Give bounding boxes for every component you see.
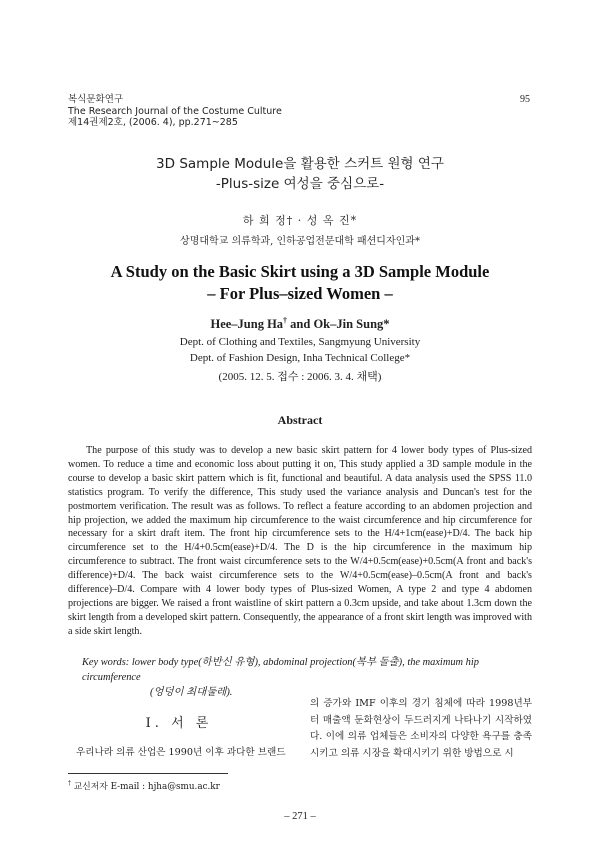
footnote — [68, 779, 220, 792]
keywords — [82, 655, 532, 700]
journal-header — [68, 94, 282, 129]
keywords-line1: Key words: lower body type(하반신 유형), abdominal projection(복부 돌출), the maximum hip circumference — [82, 657, 479, 683]
body-text-left: 우리나라 의류 산업은 1990년 이후 과다한 브랜드 — [76, 747, 286, 758]
affiliation-en-1: Dept. of Clothing and Textiles, Sangmyung University — [179, 336, 421, 348]
footnote-divider — [68, 773, 228, 774]
title-en-line1: A Study on the Basic Skirt using a 3D Sample Module — [110, 262, 490, 281]
author-first: Hee–Jung Ha — [210, 317, 284, 332]
authors-en — [0, 316, 600, 332]
title-ko-line1: 3D Sample Module을 활용한 스커트 원형 연구 — [156, 156, 444, 172]
section-title: Ⅰ. 서 론 — [145, 716, 213, 731]
affiliation-ko: 상명대학교 의류학과, 인하공업전문대학 패션디자인과* — [180, 236, 420, 247]
affiliation-en-2: Dept. of Fashion Design, Inha Technical College* — [189, 352, 411, 364]
footnote-mark: † — [68, 780, 71, 788]
page-number-bottom: – 271 – — [284, 811, 316, 822]
title-ko-line2: -Plus-size 여성을 중심으로- — [215, 176, 385, 192]
title-en-line2: – For Plus–sized Women – — [207, 284, 393, 303]
abstract-text: The purpose of this study was to develop a new basic skirt pattern for 4 lower body types of Plus-sized women. To reduce a time and economic loss about putting it on, This study applied a 3D sample module in the course to develop a basic skirt pattern which is fit, functional and beautiful. A data analysis used the SPSS 11.0 statistics program. To verify the difference, This study used the variance analysis and Duncan's test for the postmortem verification. The result was as follows. To reflect a feature according to an abdomen projection and hip projection, we added the maximum hip circumference to the waist circumference and hip circumference for necessary for a skirt draft item. The front hip circumference sets to the H/4+1cm(ease)+D/4. The back hip circumference set to the H/4+0.5cm(ease)+D/4. The D is the hip circumference in the maximum hip circumference to subtract. The front waist circumference sets to the W/4+0.5cm(ease)+0.5cm(A front and back's difference)+D/4. The back waist circumference sets to the W/4+0.5cm(ease)–0.5cm(A front and back's difference)–D/4. Compare with 4 lower body types of Plus-sized Women, A type 2 and type 4 abdomen projections are bigger. We raised a front waistline of skirt pattern a 0.3cm upside, and take about 1.3cm down the skirt length from a developed skirt pattern. Consequently, the appearance of a front skirt length was improved with a side skirt length. — [68, 445, 532, 637]
authors-ko: 하 희 정† · 성 옥 진* — [242, 214, 358, 227]
author-rest: and Ok–Jin Sung* — [287, 317, 390, 332]
journal-volume: 제14권제2호, (2006. 4), pp.271~285 — [68, 117, 238, 128]
body-text-right: 의 증가와 IMF 이후의 경기 침체에 따라 1998년부터 매출액 둔화현상이 두드러지게 나타나기 시작하였다. 이에 의류 업체들은 소비자의 다양한 욕구를 충족시키고 의류 시장을 확대시키기 위한 방법으로 시 — [310, 698, 532, 759]
journal-name-ko: 복식문화연구 — [68, 94, 124, 105]
footnote-text: 교신저자 E-mail : hjha@smu.ac.kr — [71, 782, 220, 792]
journal-name-en: The Research Journal of the Costume Culture — [68, 105, 282, 117]
corresponding-mark: † — [283, 316, 288, 325]
abstract-heading: Abstract — [277, 413, 323, 427]
page-number-top: 95 — [520, 94, 530, 105]
submission-dates: (2005. 12. 5. 접수 : 2006. 3. 4. 채택) — [218, 371, 382, 383]
keywords-line2: (엉덩이 최대둘레). — [150, 687, 233, 698]
